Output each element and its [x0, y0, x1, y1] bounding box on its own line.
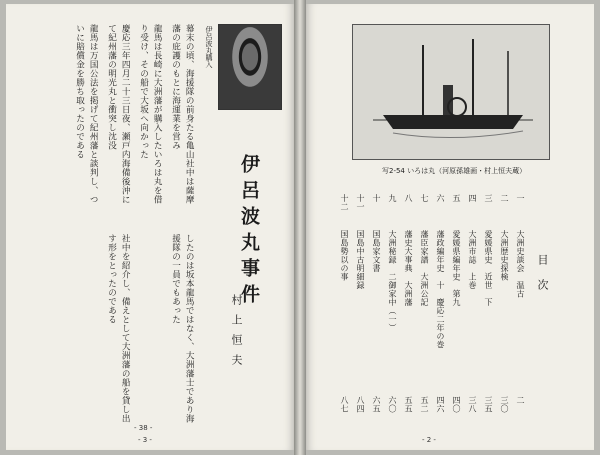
toc-entry-number: 一: [516, 194, 525, 203]
page-number: - 2 -: [422, 436, 436, 444]
toc-entry-title: 国島中古明細録: [356, 230, 365, 290]
right-page: [306, 4, 594, 450]
toc-entry-title: 藩臣家譜 大洲公記: [420, 230, 429, 307]
article-author: 村上恒夫: [230, 294, 243, 374]
toc-entry-number: 十: [372, 194, 381, 203]
toc-entry-number: 五: [452, 194, 461, 203]
toc-entry-title: 大洲歴史探検: [500, 230, 509, 281]
toc-entry-title: 大洲市誌 上巻: [468, 230, 477, 290]
toc-entry-number: 七: [420, 194, 429, 203]
toc-entry-number: 八: [404, 194, 413, 203]
toc-entry-page: 二: [516, 396, 525, 405]
body-text-col-a: 幕末の頃、海援隊の前身たる亀山社中は薩摩藩の庇護のもとに海運業を営み: [170, 24, 195, 204]
article-title: 伊呂波丸事件: [238, 154, 260, 310]
ship-illustration: [352, 24, 550, 160]
toc-entry-title: 愛媛県編年史 第九: [452, 230, 461, 307]
toc-entry-page: 八七: [340, 396, 349, 413]
toc-entry-number: 三: [484, 194, 493, 203]
body-text-col-c: 慶応三年四月二十三日夜、瀬戸内海備後沖にて紀州藩の明光丸と衝突し沈没: [106, 24, 131, 204]
toc-entry-title: 藩史大事典 大洲藩: [404, 230, 413, 307]
body-text-col-f: 社中を紹介し、備えとして大洲藩の船を貸し出す形をとったのである: [106, 234, 131, 423]
toc-entry-title: 国島家文書: [372, 230, 381, 273]
toc-entry-page: 三〇: [500, 396, 509, 413]
toc-entry-number: 二: [500, 194, 509, 203]
toc-entry-number: 四: [468, 194, 477, 203]
ship-drawing: [353, 25, 549, 159]
toc-entry-page: 三八: [468, 396, 477, 413]
ship-caption: 写2-54 いろは丸（河原孫雄画・村上恒夫蔵）: [382, 167, 527, 175]
portrait-photo: [218, 24, 282, 110]
toc-entry-page: 三五: [484, 396, 493, 413]
toc-entry-page: 四〇: [452, 396, 461, 413]
toc-entry-number: 十二: [340, 194, 349, 211]
book-gutter: [294, 0, 306, 455]
toc-entry-title: 大洲史談会 温古: [516, 230, 525, 298]
toc-entry-title: 大洲秘録 二御家中（一）: [388, 230, 397, 332]
page-number-bottom: - 3 -: [138, 436, 152, 444]
left-page: [6, 4, 294, 450]
toc-entry-page: 五二: [420, 396, 429, 413]
toc-entry-number: 六: [436, 194, 445, 203]
toc-entry-number: 十一: [356, 194, 365, 211]
toc-entry-page: 四六: [436, 396, 445, 413]
photo-caption: 伊呂波丸購入: [205, 26, 213, 68]
toc-entry-page: 五五: [404, 396, 413, 413]
toc-entry-page: 八四: [356, 396, 365, 413]
toc-entry-page: 六五: [372, 396, 381, 413]
body-text-col-d: 龍馬は万国公法を掲げて紀州藩と談判し、ついに賠償金を勝ち取ったのである: [74, 24, 99, 204]
body-text-col-b: 龍馬は長崎に大洲藩が購入したいろは丸を借り受け、その船で大坂へ向かった: [138, 24, 163, 204]
toc-entry-title: 国島勢以の事: [340, 230, 349, 281]
page-number-top: - 38 -: [134, 424, 153, 432]
toc-heading: 目次: [536, 254, 549, 304]
toc-entry-page: 六〇: [388, 396, 397, 413]
toc-entry-number: 九: [388, 194, 397, 203]
body-text-col-e: したのは坂本龍馬ではなく、大洲藩士であり海援隊の一員でもあった: [170, 234, 195, 423]
toc-entry-title: 愛媛県史 近世 下: [484, 230, 493, 307]
toc-entry-title: 藩政編年史 十 慶応二年の巻: [436, 230, 445, 349]
